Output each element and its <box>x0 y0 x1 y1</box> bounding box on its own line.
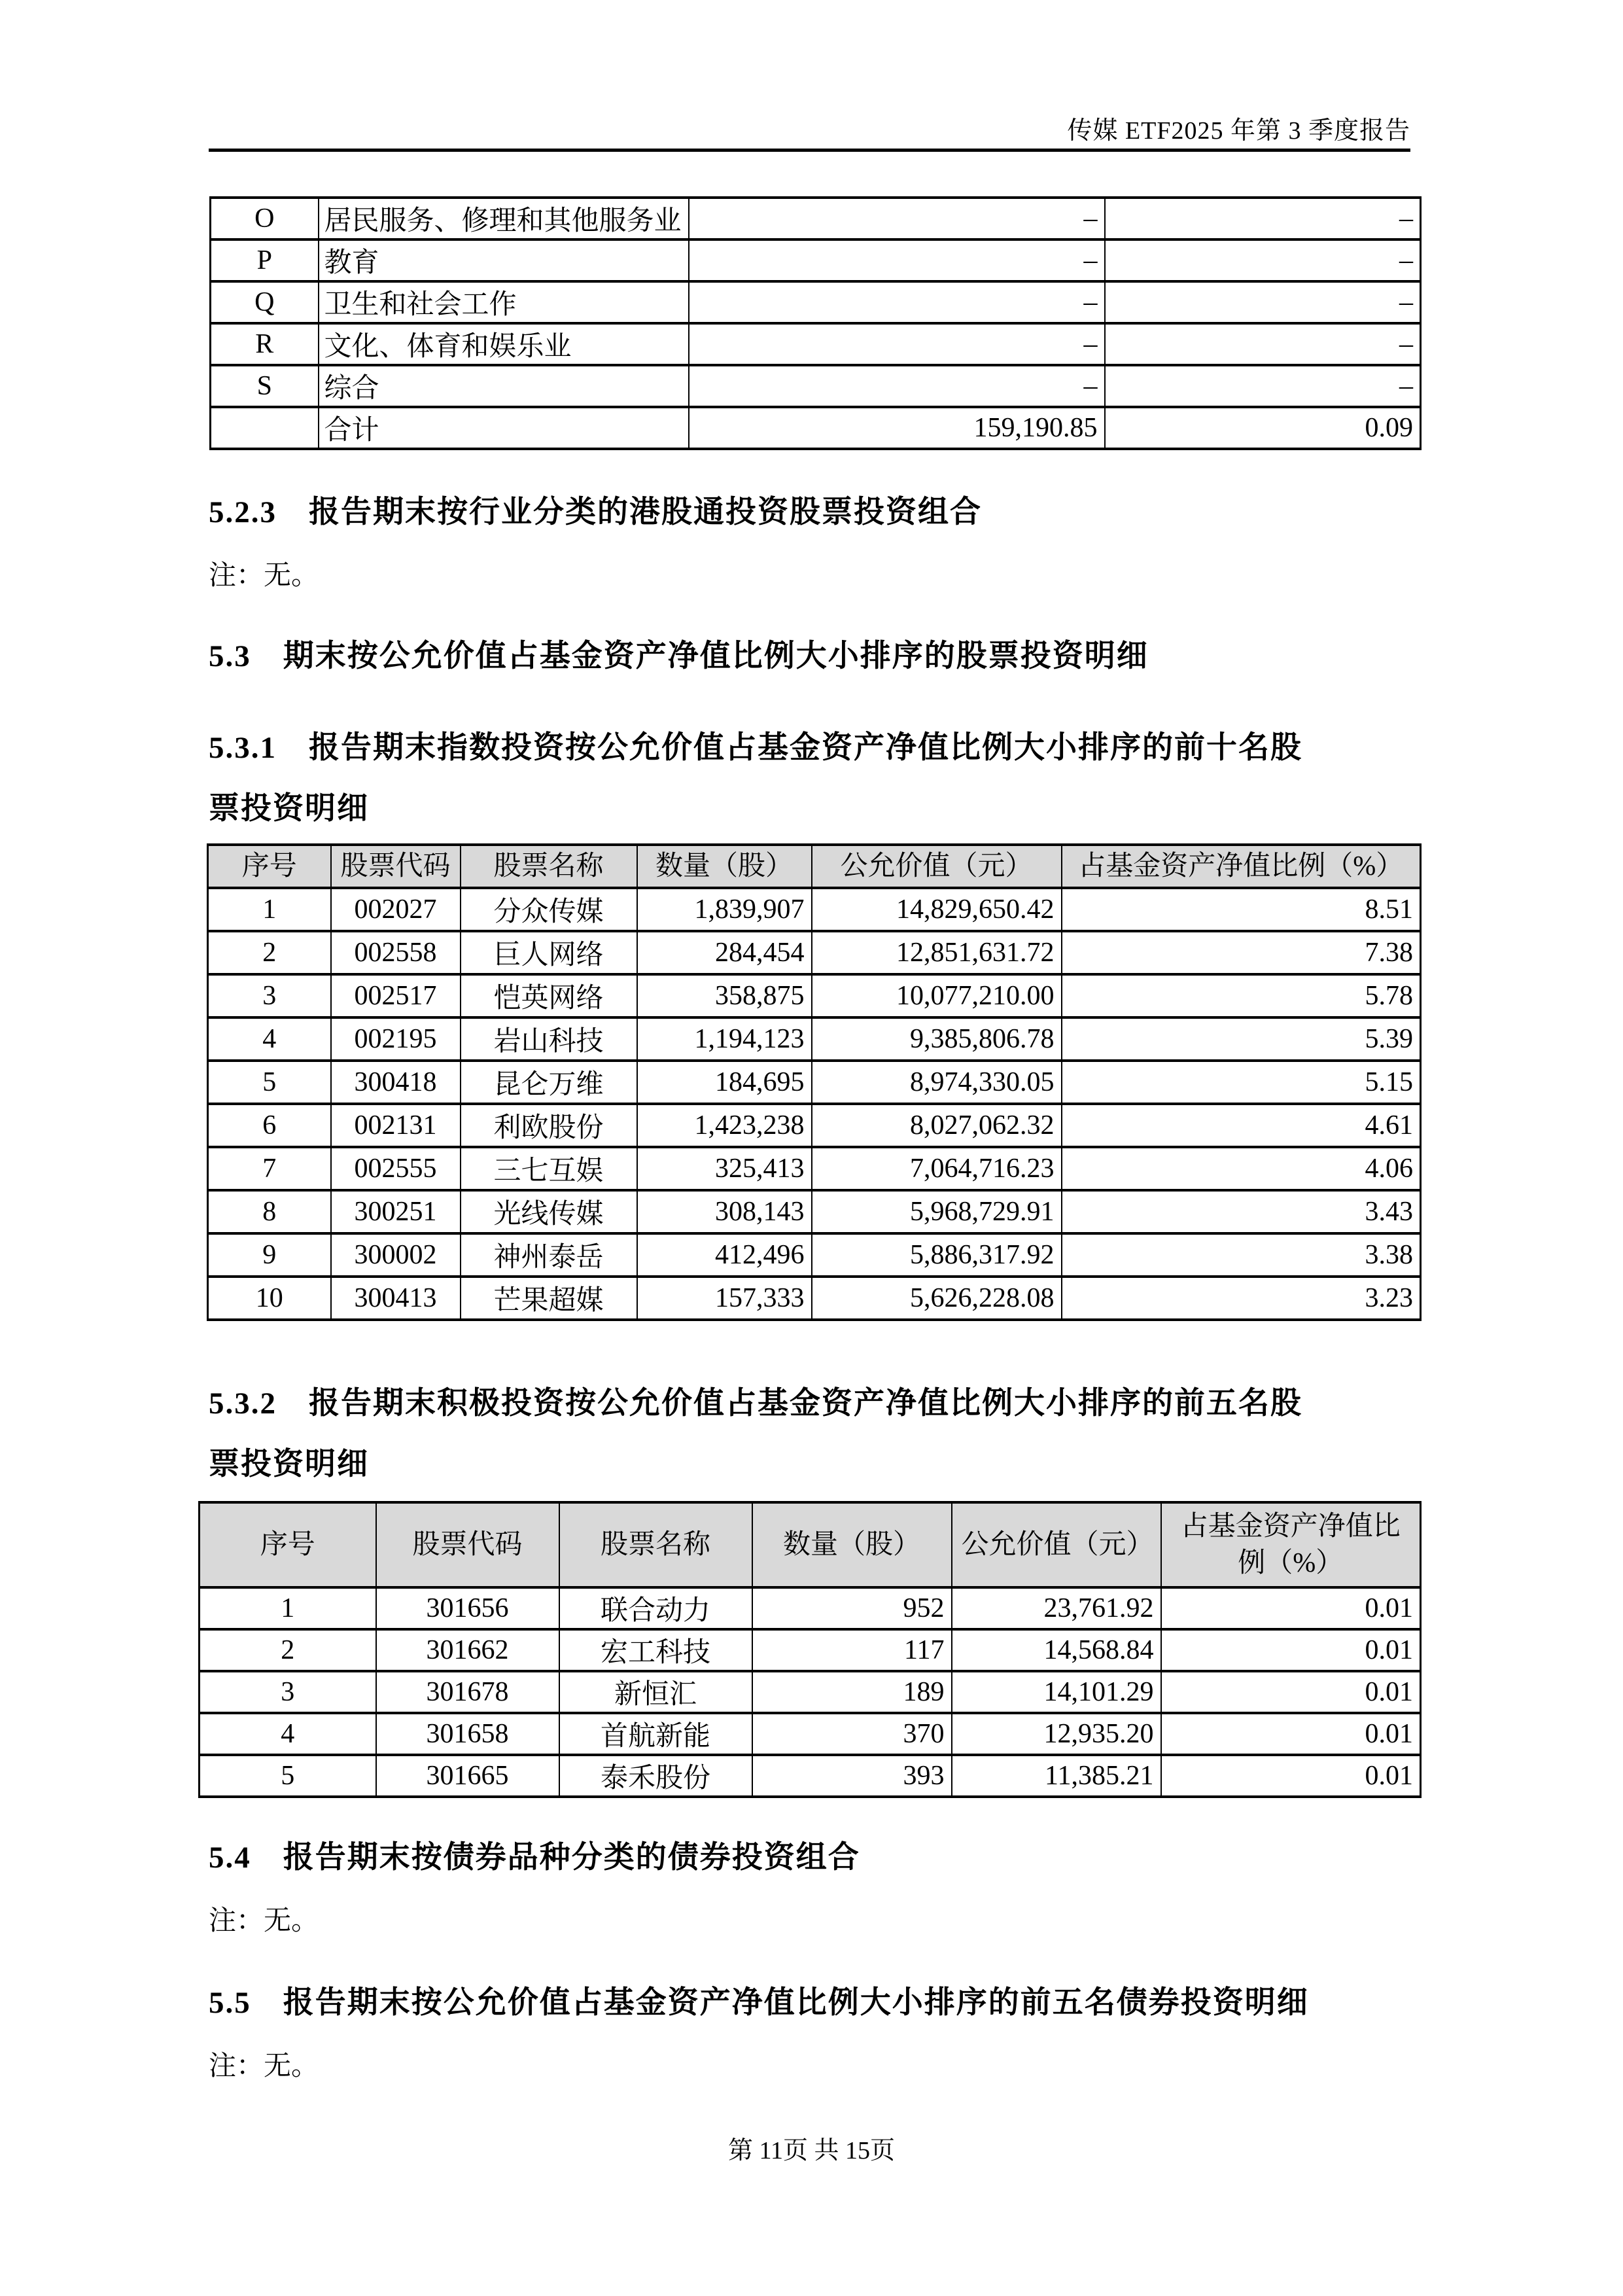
cell-industry-name: 合计 <box>319 407 689 449</box>
section-heading-5-3-2: 5.3.2 报告期末积极投资按公允价值占基金资产净值比例大小排序的前五名股票投资明细 <box>209 1386 1302 1481</box>
cell-stock-code: 301656 <box>376 1587 559 1629</box>
cell-industry-name: 综合 <box>319 365 689 407</box>
cell-ratio: – <box>1105 281 1421 323</box>
table-row <box>208 1104 1421 1147</box>
section-heading-5-3-1: 5.3.1 报告期末指数投资按公允价值占基金资产净值比例大小排序的前十名股票投资明细 <box>209 731 1302 826</box>
cell-ratio: 5.78 <box>1062 974 1421 1017</box>
cell-stock-code: 002027 <box>331 888 461 931</box>
table-header-row <box>208 845 1421 888</box>
table-row-total <box>211 407 1421 449</box>
column-header-stock-code: 股票代码 <box>376 1502 559 1587</box>
cell-fair-value: 159,190.85 <box>689 407 1105 449</box>
cell-industry-code: S <box>211 365 319 407</box>
cell-ratio: 3.38 <box>1062 1233 1421 1277</box>
cell-stock-code: 002517 <box>331 974 461 1017</box>
cell-stock-name: 光线传媒 <box>461 1190 637 1233</box>
table-row <box>200 1671 1421 1713</box>
cell-fair-value: 9,385,806.78 <box>812 1017 1062 1061</box>
table-row <box>208 1147 1421 1190</box>
table-row <box>208 1061 1421 1104</box>
cell-stock-name: 岩山科技 <box>461 1017 637 1061</box>
column-header-quantity: 数量（股） <box>637 845 812 888</box>
column-header-stock-name: 股票名称 <box>559 1502 752 1587</box>
table-row <box>208 1017 1421 1061</box>
page-footer: 第 11页 共 15页 <box>727 2137 896 2164</box>
cell-fair-value: – <box>689 281 1105 323</box>
cell-stock-name: 宏工科技 <box>559 1629 752 1671</box>
cell-stock-name: 首航新能 <box>559 1713 752 1755</box>
column-header-fair-value: 公允价值（元） <box>952 1502 1161 1587</box>
header-rule <box>209 149 1410 152</box>
cell-ratio: 7.38 <box>1062 931 1421 974</box>
cell-fair-value: 12,935.20 <box>952 1713 1161 1755</box>
column-header-seq: 序号 <box>208 845 331 888</box>
table-row <box>200 1755 1421 1797</box>
industry-classification-table <box>209 196 1422 450</box>
cell-quantity: 1,423,238 <box>637 1104 812 1147</box>
top5-stocks-table <box>198 1501 1422 1798</box>
cell-ratio: 0.01 <box>1161 1713 1421 1755</box>
cell-industry-name: 文化、体育和娱乐业 <box>319 323 689 365</box>
cell-quantity: 117 <box>752 1629 952 1671</box>
cell-seq: 1 <box>200 1587 376 1629</box>
cell-ratio: 4.06 <box>1062 1147 1421 1190</box>
cell-stock-name: 芒果超媒 <box>461 1277 637 1320</box>
cell-stock-code: 300413 <box>331 1277 461 1320</box>
cell-seq: 3 <box>208 974 331 1017</box>
cell-seq: 4 <box>208 1017 331 1061</box>
cell-quantity: 952 <box>752 1587 952 1629</box>
cell-stock-name: 分众传媒 <box>461 888 637 931</box>
cell-seq: 9 <box>208 1233 331 1277</box>
table-header-row <box>200 1502 1421 1587</box>
cell-seq: 4 <box>200 1713 376 1755</box>
cell-seq: 2 <box>208 931 331 974</box>
cell-seq: 10 <box>208 1277 331 1320</box>
note-text: 注：无。 <box>209 2051 319 2081</box>
cell-stock-code: 301665 <box>376 1755 559 1797</box>
column-header-ratio: 占基金资产净值比例（%） <box>1062 845 1421 888</box>
cell-fair-value: 5,968,729.91 <box>812 1190 1062 1233</box>
cell-seq: 1 <box>208 888 331 931</box>
cell-fair-value: 5,886,317.92 <box>812 1233 1062 1277</box>
table-row <box>211 365 1421 407</box>
cell-ratio: 0.01 <box>1161 1671 1421 1713</box>
column-header-fair-value: 公允价值（元） <box>812 845 1062 888</box>
cell-seq: 5 <box>208 1061 331 1104</box>
cell-stock-code: 300002 <box>331 1233 461 1277</box>
table-row <box>211 239 1421 281</box>
cell-quantity: 1,839,907 <box>637 888 812 931</box>
cell-ratio: 3.23 <box>1062 1277 1421 1320</box>
cell-stock-name: 恺英网络 <box>461 974 637 1017</box>
cell-stock-name: 联合动力 <box>559 1587 752 1629</box>
cell-quantity: 284,454 <box>637 931 812 974</box>
note-text: 注：无。 <box>209 1906 319 1936</box>
cell-stock-code: 301662 <box>376 1629 559 1671</box>
cell-seq: 3 <box>200 1671 376 1713</box>
cell-fair-value: – <box>689 323 1105 365</box>
cell-stock-code: 002131 <box>331 1104 461 1147</box>
section-heading-5-2-3: 5.2.3 报告期末按行业分类的港股通投资股票投资组合 <box>209 495 982 529</box>
cell-fair-value: 7,064,716.23 <box>812 1147 1062 1190</box>
cell-industry-name: 居民服务、修理和其他服务业 <box>319 198 689 239</box>
cell-industry-name: 卫生和社会工作 <box>319 281 689 323</box>
table-row <box>208 1277 1421 1320</box>
cell-quantity: 325,413 <box>637 1147 812 1190</box>
cell-ratio: 0.01 <box>1161 1755 1421 1797</box>
column-header-stock-name: 股票名称 <box>461 845 637 888</box>
top10-stocks-table <box>207 843 1422 1321</box>
cell-quantity: 189 <box>752 1671 952 1713</box>
cell-stock-code: 301678 <box>376 1671 559 1713</box>
cell-industry-name: 教育 <box>319 239 689 281</box>
cell-quantity: 308,143 <box>637 1190 812 1233</box>
cell-quantity: 1,194,123 <box>637 1017 812 1061</box>
cell-stock-code: 002555 <box>331 1147 461 1190</box>
cell-fair-value: – <box>689 239 1105 281</box>
cell-ratio: – <box>1105 323 1421 365</box>
cell-fair-value: 5,626,228.08 <box>812 1277 1062 1320</box>
note-text: 注：无。 <box>209 561 319 591</box>
cell-fair-value: 10,077,210.00 <box>812 974 1062 1017</box>
cell-seq: 7 <box>208 1147 331 1190</box>
cell-ratio: – <box>1105 198 1421 239</box>
section-heading-5-4: 5.4 报告期末按债券品种分类的债券投资组合 <box>209 1841 860 1875</box>
cell-stock-name: 三七互娱 <box>461 1147 637 1190</box>
cell-industry-code: R <box>211 323 319 365</box>
cell-ratio: 0.01 <box>1161 1629 1421 1671</box>
page-header: 传媒 ETF2025 年第 3 季度报告 <box>1067 117 1410 145</box>
cell-quantity: 370 <box>752 1713 952 1755</box>
cell-industry-code: Q <box>211 281 319 323</box>
cell-stock-name: 神州泰岳 <box>461 1233 637 1277</box>
table-row <box>208 931 1421 974</box>
cell-seq: 5 <box>200 1755 376 1797</box>
cell-stock-code: 300251 <box>331 1190 461 1233</box>
cell-stock-name: 巨人网络 <box>461 931 637 974</box>
cell-fair-value: 8,027,062.32 <box>812 1104 1062 1147</box>
cell-stock-code: 301658 <box>376 1713 559 1755</box>
cell-ratio: 5.39 <box>1062 1017 1421 1061</box>
cell-seq: 2 <box>200 1629 376 1671</box>
table-row <box>211 323 1421 365</box>
cell-fair-value: 14,101.29 <box>952 1671 1161 1713</box>
table-row <box>200 1587 1421 1629</box>
cell-quantity: 412,496 <box>637 1233 812 1277</box>
table-row <box>208 1233 1421 1277</box>
cell-fair-value: – <box>689 365 1105 407</box>
cell-ratio: 3.43 <box>1062 1190 1421 1233</box>
cell-ratio: – <box>1105 365 1421 407</box>
cell-stock-name: 利欧股份 <box>461 1104 637 1147</box>
cell-stock-code: 002195 <box>331 1017 461 1061</box>
cell-seq: 6 <box>208 1104 331 1147</box>
cell-fair-value: 8,974,330.05 <box>812 1061 1062 1104</box>
cell-industry-code <box>211 407 319 449</box>
cell-ratio: 0.01 <box>1161 1587 1421 1629</box>
cell-ratio: 8.51 <box>1062 888 1421 931</box>
section-heading-5-3: 5.3 期末按公允价值占基金资产净值比例大小排序的股票投资明细 <box>209 639 1149 673</box>
cell-fair-value: – <box>689 198 1105 239</box>
cell-quantity: 358,875 <box>637 974 812 1017</box>
table-row <box>211 198 1421 239</box>
cell-ratio: – <box>1105 239 1421 281</box>
cell-stock-code: 002558 <box>331 931 461 974</box>
cell-fair-value: 14,829,650.42 <box>812 888 1062 931</box>
cell-ratio: 5.15 <box>1062 1061 1421 1104</box>
cell-quantity: 393 <box>752 1755 952 1797</box>
cell-ratio: 4.61 <box>1062 1104 1421 1147</box>
cell-fair-value: 14,568.84 <box>952 1629 1161 1671</box>
cell-industry-code: O <box>211 198 319 239</box>
cell-quantity: 184,695 <box>637 1061 812 1104</box>
column-header-ratio: 占基金资产净值比例（%） <box>1161 1502 1421 1587</box>
table-row <box>211 281 1421 323</box>
table-row <box>208 974 1421 1017</box>
cell-stock-name: 新恒汇 <box>559 1671 752 1713</box>
column-header-stock-code: 股票代码 <box>331 845 461 888</box>
table-row <box>200 1713 1421 1755</box>
table-row <box>200 1629 1421 1671</box>
column-header-quantity: 数量（股） <box>752 1502 952 1587</box>
cell-fair-value: 23,761.92 <box>952 1587 1161 1629</box>
cell-stock-name: 昆仑万维 <box>461 1061 637 1104</box>
cell-seq: 8 <box>208 1190 331 1233</box>
column-header-seq: 序号 <box>200 1502 376 1587</box>
section-heading-5-5: 5.5 报告期末按公允价值占基金资产净值比例大小排序的前五名债券投资明细 <box>209 1986 1309 2020</box>
table-row <box>208 1190 1421 1233</box>
cell-stock-name: 泰禾股份 <box>559 1755 752 1797</box>
cell-stock-code: 300418 <box>331 1061 461 1104</box>
cell-fair-value: 11,385.21 <box>952 1755 1161 1797</box>
cell-ratio: 0.09 <box>1105 407 1421 449</box>
cell-quantity: 157,333 <box>637 1277 812 1320</box>
cell-industry-code: P <box>211 239 319 281</box>
table-row <box>208 888 1421 931</box>
cell-fair-value: 12,851,631.72 <box>812 931 1062 974</box>
